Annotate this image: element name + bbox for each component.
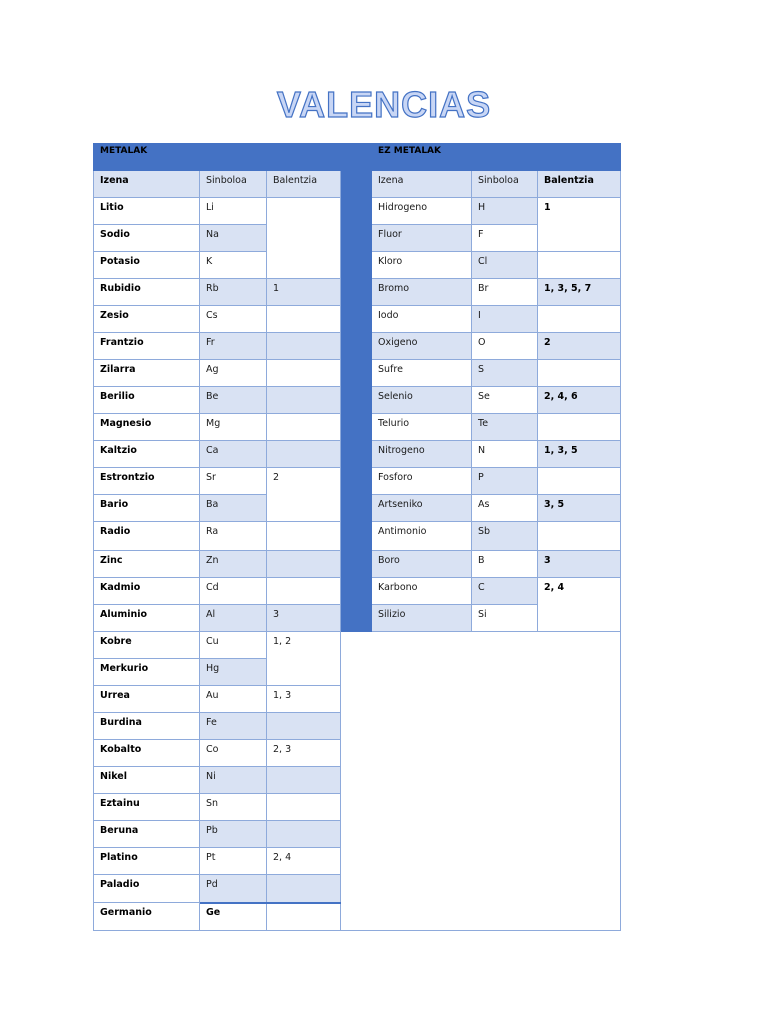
nonmetal-symbol: Sb: [472, 522, 538, 551]
metal-name: Zilarra: [93, 360, 200, 387]
metal-valence: [267, 903, 341, 931]
nonmetal-name: Iodo: [372, 306, 472, 333]
metal-name: Merkurio: [93, 659, 200, 686]
metal-symbol: Cd: [200, 578, 267, 605]
metal-name: Litio: [93, 198, 200, 225]
metal-name: Berilio: [93, 387, 200, 414]
nonmetal-name: Sufre: [372, 360, 472, 387]
nonmetal-name: Hidrogeno: [372, 198, 472, 225]
metal-name: Burdina: [93, 713, 200, 740]
nonmetal-symbol: N: [472, 441, 538, 468]
metal-valence: [267, 522, 341, 551]
nonmetal-symbol: C: [472, 578, 538, 605]
metal-name: Magnesio: [93, 414, 200, 441]
metal-name: Germanio: [93, 903, 200, 931]
metal-valence: [267, 333, 341, 360]
nonmetals-section-label: EZ METALAK: [378, 146, 441, 156]
metal-valence: 1, 3: [267, 686, 341, 713]
nonmetal-name: Fosforo: [372, 468, 472, 495]
metal-valence: [267, 767, 341, 794]
nonmetals-header-valence: Balentzia: [538, 171, 621, 198]
metal-valence: 2, 4: [267, 848, 341, 875]
nonmetals-header-symbol: Sinboloa: [472, 171, 538, 198]
metal-name: Kaltzio: [93, 441, 200, 468]
nonmetal-symbol: F: [472, 225, 538, 252]
nonmetal-valence: 1, 3, 5: [538, 441, 621, 468]
nonmetal-symbol: Cl: [472, 252, 538, 279]
nonmetal-name: Oxigeno: [372, 333, 472, 360]
metal-symbol: Ge: [200, 903, 267, 931]
metal-name: Radio: [93, 522, 200, 551]
metal-valence: [267, 875, 341, 903]
metals-header-symbol: Sinboloa: [200, 171, 267, 198]
nonmetal-valence: 2, 4, 6: [538, 387, 621, 414]
metal-symbol: Ba: [200, 495, 267, 522]
nonmetal-valence: 2: [538, 333, 621, 360]
metal-name: Kobalto: [93, 740, 200, 767]
metal-symbol: Rb: [200, 279, 267, 306]
metal-valence: 2, 3: [267, 740, 341, 767]
metal-symbol: Be: [200, 387, 267, 414]
nonmetal-name: Kloro: [372, 252, 472, 279]
metal-symbol: Fr: [200, 333, 267, 360]
nonmetal-name: Artseniko: [372, 495, 472, 522]
row-divider: [200, 902, 341, 904]
metal-symbol: Ra: [200, 522, 267, 551]
metal-symbol: Au: [200, 686, 267, 713]
metal-symbol: Zn: [200, 551, 267, 578]
metal-valence: 2: [267, 468, 341, 522]
metal-valence: [267, 360, 341, 387]
metal-symbol: Cs: [200, 306, 267, 333]
metal-valence: [267, 578, 341, 605]
nonmetal-name: Telurio: [372, 414, 472, 441]
nonmetal-name: Antimonio: [372, 522, 472, 551]
nonmetal-symbol: H: [472, 198, 538, 225]
metal-name: Platino: [93, 848, 200, 875]
page-title: VALENCIAS: [276, 84, 492, 125]
nonmetal-name: Bromo: [372, 279, 472, 306]
metal-name: Kadmio: [93, 578, 200, 605]
metal-name: Bario: [93, 495, 200, 522]
metal-symbol: Al: [200, 605, 267, 632]
column-separator: [341, 171, 372, 632]
metal-symbol: Co: [200, 740, 267, 767]
metal-symbol: Cu: [200, 632, 267, 659]
metal-valence: [267, 387, 341, 414]
nonmetal-symbol: I: [472, 306, 538, 333]
nonmetal-valence: 1: [538, 198, 621, 252]
metal-symbol: Pb: [200, 821, 267, 848]
nonmetal-valence: 1, 3, 5, 7: [538, 279, 621, 306]
nonmetal-name: Selenio: [372, 387, 472, 414]
nonmetal-name: Boro: [372, 551, 472, 578]
nonmetal-valence: 2, 4: [538, 578, 621, 632]
metal-symbol: Li: [200, 198, 267, 225]
metal-valence: [267, 198, 341, 279]
metal-name: Sodio: [93, 225, 200, 252]
nonmetal-symbol: O: [472, 333, 538, 360]
nonmetal-valence: 3: [538, 551, 621, 578]
metal-valence: [267, 414, 341, 441]
nonmetal-symbol: S: [472, 360, 538, 387]
metal-valence: [267, 713, 341, 740]
empty-area: [341, 632, 621, 931]
metal-name: Potasio: [93, 252, 200, 279]
nonmetals-header-name: Izena: [372, 171, 472, 198]
nonmetal-name: Fluor: [372, 225, 472, 252]
metal-symbol: Pt: [200, 848, 267, 875]
metal-symbol: Ca: [200, 441, 267, 468]
nonmetal-symbol: Te: [472, 414, 538, 441]
nonmetal-valence: [538, 306, 621, 333]
metal-symbol: Sn: [200, 794, 267, 821]
metal-name: Paladio: [93, 875, 200, 903]
metal-name: Zesio: [93, 306, 200, 333]
nonmetal-name: Nitrogeno: [372, 441, 472, 468]
metal-symbol: Na: [200, 225, 267, 252]
metal-symbol: Hg: [200, 659, 267, 686]
nonmetal-valence: [538, 522, 621, 551]
metal-valence: 1: [267, 279, 341, 306]
metal-valence: [267, 794, 341, 821]
metal-name: Kobre: [93, 632, 200, 659]
nonmetal-name: Karbono: [372, 578, 472, 605]
metal-name: Aluminio: [93, 605, 200, 632]
metals-header-valence: Balentzia: [267, 171, 341, 198]
nonmetal-valence: 3, 5: [538, 495, 621, 522]
nonmetal-valence: [538, 468, 621, 495]
metal-name: Urrea: [93, 686, 200, 713]
metal-symbol: Ag: [200, 360, 267, 387]
metal-name: Nikel: [93, 767, 200, 794]
metal-name: Frantzio: [93, 333, 200, 360]
metal-valence: [267, 551, 341, 578]
metal-symbol: Ni: [200, 767, 267, 794]
nonmetal-valence: [538, 252, 621, 279]
metal-valence: [267, 821, 341, 848]
nonmetal-symbol: B: [472, 551, 538, 578]
metal-symbol: K: [200, 252, 267, 279]
metal-valence: [267, 306, 341, 333]
table-header-bar: [93, 143, 621, 171]
metal-name: Eztainu: [93, 794, 200, 821]
metal-name: Zinc: [93, 551, 200, 578]
metal-symbol: Sr: [200, 468, 267, 495]
metals-header-name: Izena: [93, 171, 200, 198]
nonmetal-symbol: As: [472, 495, 538, 522]
nonmetal-name: Silizio: [372, 605, 472, 632]
metal-valence: [267, 441, 341, 468]
metal-valence: 3: [267, 605, 341, 632]
nonmetal-symbol: Se: [472, 387, 538, 414]
nonmetal-symbol: P: [472, 468, 538, 495]
metals-section-label: METALAK: [100, 146, 148, 156]
metal-valence: 1, 2: [267, 632, 341, 686]
nonmetal-valence: [538, 360, 621, 387]
metal-symbol: Pd: [200, 875, 267, 903]
metal-name: Estrontzio: [93, 468, 200, 495]
nonmetal-symbol: Br: [472, 279, 538, 306]
metal-symbol: Mg: [200, 414, 267, 441]
nonmetal-valence: [538, 414, 621, 441]
nonmetal-symbol: Si: [472, 605, 538, 632]
metal-name: Rubidio: [93, 279, 200, 306]
metal-name: Beruna: [93, 821, 200, 848]
metal-symbol: Fe: [200, 713, 267, 740]
